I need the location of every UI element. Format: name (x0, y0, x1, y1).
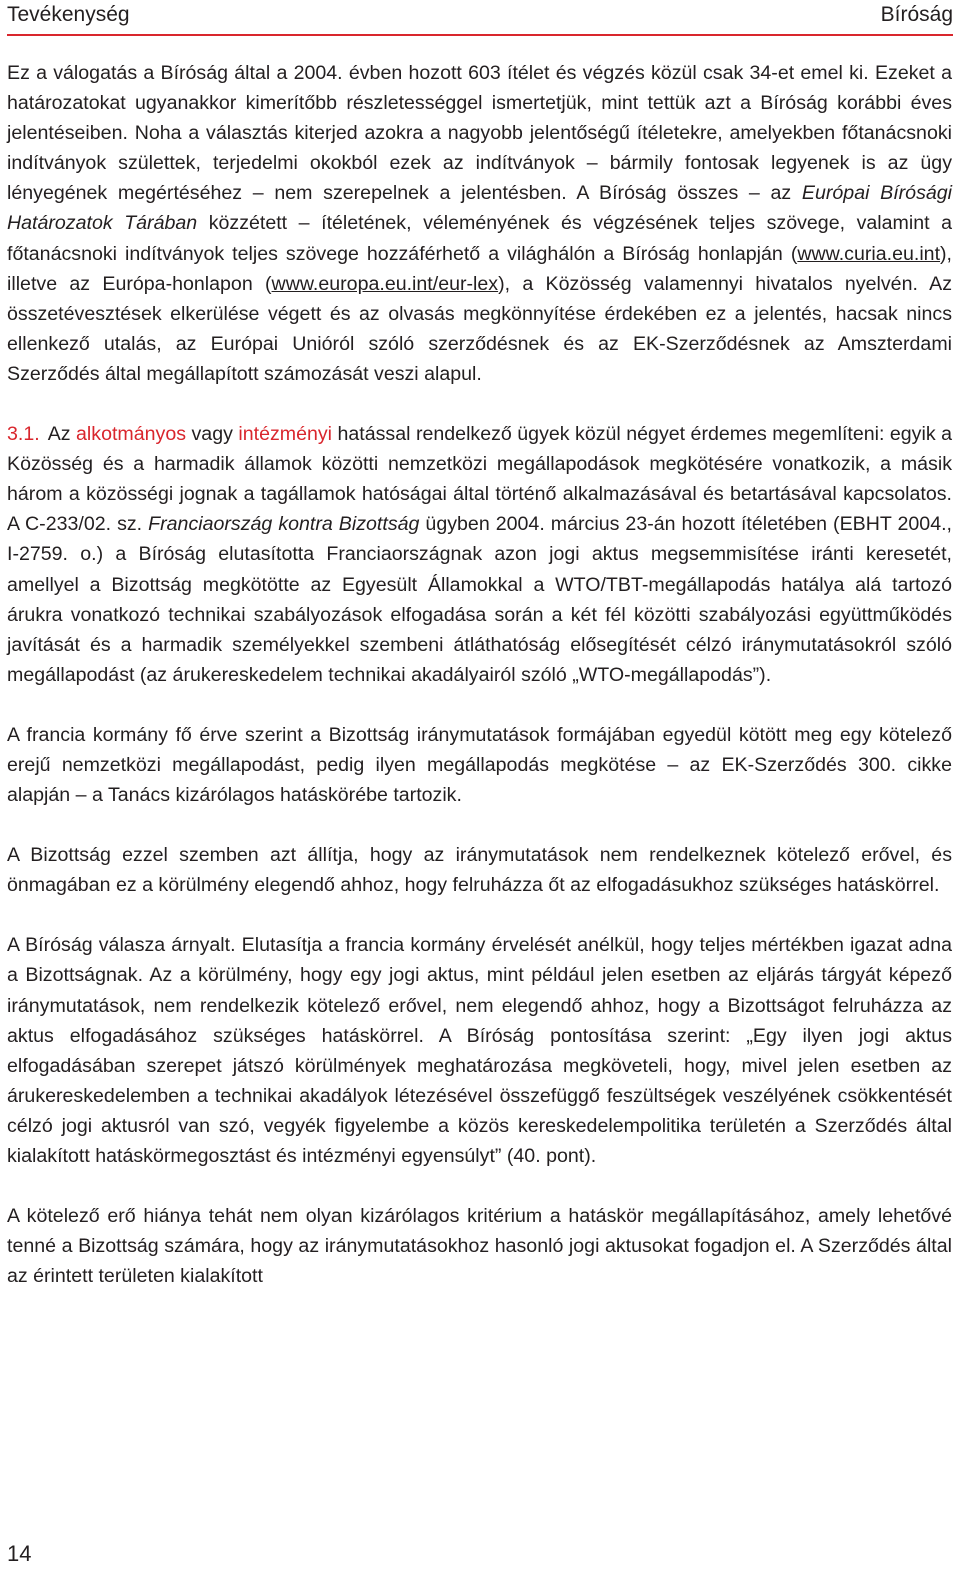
section-text-d: ügyben 2004. március 23-án hozott ítéletében (EBHT 2004., I-2759. o.) a Bíróság elutasította Franciaországnak azon jogi aktus megsemmisítése iránti keresetét, amellyel a Bizottság megkötötte az Egyesült Államokkal a WTO/TBT-megállapodás hatálya alá tartozó árukra vonatkozó technikai szabályozások elfogadása során a két fél közötti szabályozási együttműködés javítását és a harmadik személyekkel szembeni átláthatóság elősegítését célzó iránymutatásokról szóló megállapodást (az árukereskedelem technikai akadályairól szóló „WTO-megállapodás”). (7, 513, 952, 686)
intro-text-4: ), a Közösség valamennyi hivatalos nyelvén. Az összetévesztések elkerülése végett és az olvasás megkönnyítése érdekében ez a jelentés, hacsak nincs ellenkező utalás, az Európai Unióról szóló szerződésnek és az EK-Szerződésnek az Amszterdami Szerződés által megállapított számozását veszi alapul. (7, 272, 952, 385)
document-body (7, 58, 952, 1321)
intro-text-1: Ez a válogatás a Bíróság által a 2004. évben hozott 603 ítélet és végzés közül csak 34-et emel ki. Ezeket a határozatokat ugyanakkor kimerítőbb részletességgel ismertetjük, mint tettük azt a Bíróság korábbi éves jelentéseiben. Noha a választás kiterjed azokra a nagyobb jelentőségű ítéletekre, amelyekben főtanácsnoki indítványok születtek, terjedelmi okokból ezek az indítványok – bármily fontosak legyenek is az ügy lényegének megértéséhez – nem szerepelnek a jelentésben. A Bíróság összes – az (7, 62, 952, 205)
section-text-b: vagy (186, 423, 239, 446)
intro-emphasis-registry: Európai Bírósági Határozatok Tárában (7, 182, 953, 235)
curia-link[interactable]: www.curia.eu.int (797, 242, 941, 265)
french-argument-paragraph: A francia kormány fő érve szerint a Bizottság iránymutatások formájában egyedül kötött meg egy kötelező erejű nemzetközi megállapodást, pedig ilyen megállapodás megkötése – az EK-Szerződés 300. cikke alapján – a Tanács kizárólagos hatáskörébe tartozik. (7, 723, 952, 807)
header-institution: Bíróság (880, 3, 953, 26)
highlight-constitutional: alkotmányos (76, 423, 187, 446)
intro-paragraph (7, 58, 952, 389)
case-name: Franciaország kontra Bizottság (148, 513, 420, 536)
intro-text-2: közzétett – ítéletének, véleményének és végzésének teljes szövege, valamint a főtanácsnoki indítványok teljes szövege hozzáférhető a világhálón a Bíróság honlapján ( (7, 212, 952, 265)
running-header (7, 0, 953, 36)
section-text-a: Az (47, 423, 77, 446)
section-3-1-paragraph (7, 419, 952, 690)
header-section-title: Tevékenység (7, 3, 130, 26)
commission-argument-paragraph: A Bizottság ezzel szemben azt állítja, hogy az iránymutatások nem rendelkeznek kötelező erővel, és önmagában ez a körülmény elegendő ahhoz, hogy felruházza őt az elfogadásukhoz szükséges hatáskörrel. (7, 844, 952, 897)
conclusion-paragraph: A kötelező erő hiánya tehát nem olyan kizárólagos kritérium a hatáskör megállapításához, amely lehetővé tenné a Bizottság számára, hogy az iránymutatásokhoz hasonló jogi aktusokat fogadjon el. A Szerződés által az érintett területen kialakított (7, 1205, 952, 1288)
intro-text-3: ), illetve az Európa-honlapon ( (7, 242, 952, 295)
highlight-institutional: intézményi (238, 423, 333, 446)
eurlex-link[interactable]: www.europa.eu.int/eur-lex (271, 272, 499, 295)
court-answer-paragraph: A Bíróság válasza árnyalt. Elutasítja a francia kormány érvelését anélkül, hogy teljes mértékben igazat adna a Bizottságnak. Az a körülmény, hogy egy jogi aktus, mint például jelen esetben az eljárás tárgyát képező iránymutatások, nem rendelkezik kötelező erővel, nem elegendő ahhoz, hogy a Bizottságot felruházza az aktus elfogadásához szükséges hatáskörrel. A Bíróság pontosítása szerint: „Egy ilyen jogi aktus elfogadásában szerepet játszó körülmények meghatározása megköveteli, hogy, mivel jelen esetben az árukereskedelemben a technikai akadályok létezésével összefüggő feszültségek veszélyének csökkentését célzó jogi aktusról van szó, vegyék figyelembe a közös kereskedelempolitika területén a Szerződés által kialakított hatáskörmegosztást és intézményi egyensúlyt” (40. pont). (7, 934, 952, 1167)
section-text-c: hatással rendelkező ügyek közül négyet érdemes megemlíteni: egyik a Közösség és a harmadik államok közötti nemzetközi megállapodások megkötésére vonatkozik, a másik három a közösségi jognak a tagállamok hatóságai által történő alkalmazásával és betartásával kapcsolatos. A C-233/02. sz. (7, 423, 952, 536)
page-number: 14 (7, 1541, 32, 1566)
section-number: 3.1. (7, 423, 40, 446)
